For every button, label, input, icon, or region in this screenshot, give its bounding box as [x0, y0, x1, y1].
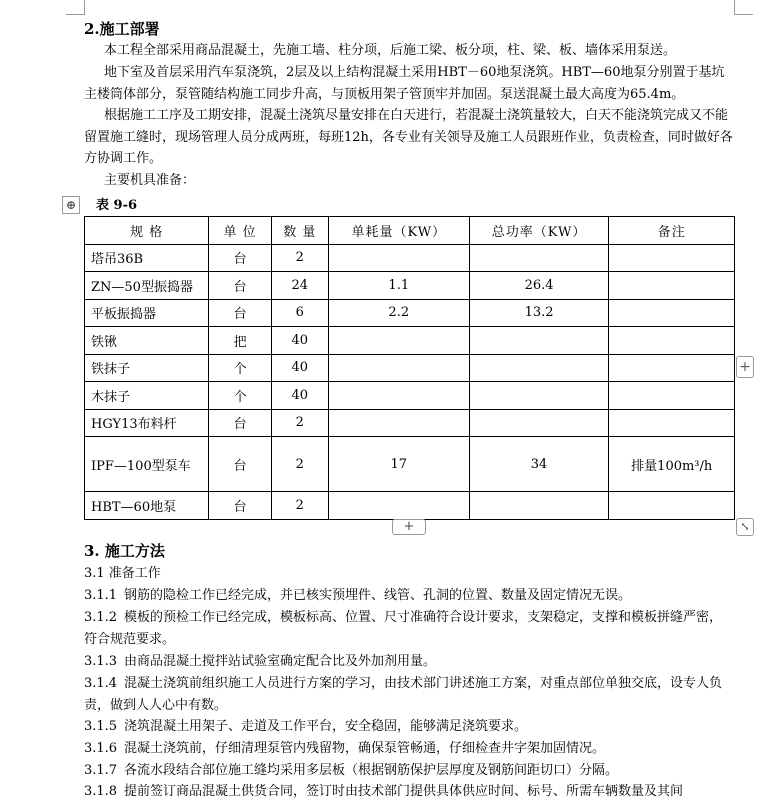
table-cell[interactable]: 铁抹子 [85, 354, 209, 382]
table-cell[interactable] [469, 244, 609, 272]
table-cell[interactable]: 17 [328, 437, 469, 492]
table-cell[interactable]: 台 [209, 437, 271, 492]
equipment-table [84, 216, 735, 520]
table-cell[interactable] [328, 354, 469, 382]
table-row [85, 409, 735, 437]
table-cell[interactable]: 2 [271, 409, 328, 437]
item-number: 3.1.5 [84, 719, 118, 734]
table-row [85, 492, 735, 520]
table-cell[interactable]: 2 [271, 492, 328, 520]
table-cell[interactable]: 26.4 [469, 272, 609, 300]
column-header: 总功率（KW） [469, 217, 609, 245]
table-move-icon[interactable]: ⊕ [62, 196, 80, 214]
list-item [84, 607, 734, 650]
table-header-row [85, 217, 735, 245]
item-number: 3.1.3 [84, 654, 118, 669]
table-cell[interactable]: 平板振捣器 [85, 299, 209, 327]
table-cell[interactable]: 1.1 [328, 272, 469, 300]
item-text: 提前签订商品混凝土供货合同，签订时由技术部门提供具体供应时间、标号、所需车辆数量及其间 [124, 784, 684, 799]
table-cell[interactable]: 34 [469, 437, 609, 492]
table-cell[interactable] [609, 409, 735, 437]
table-cell[interactable] [609, 354, 735, 382]
table-cell[interactable] [328, 382, 469, 410]
table-cell[interactable]: 2 [271, 244, 328, 272]
column-header: 规 格 [85, 217, 209, 245]
table-caption: 表 9-6 [96, 198, 138, 213]
list-item [84, 716, 734, 738]
add-row-button[interactable]: + [392, 519, 426, 535]
table-cell[interactable]: 6 [271, 299, 328, 327]
table-cell[interactable]: 台 [209, 299, 271, 327]
list-item [84, 781, 734, 802]
table-cell[interactable] [328, 492, 469, 520]
item-text: 浇筑混凝土用架子、走道及工作平台，安全稳固，能够满足浇筑要求。 [124, 719, 528, 734]
table-cell[interactable]: HGY13布料杆 [85, 409, 209, 437]
item-number: 3.1.1 [84, 588, 118, 603]
table-cell[interactable]: ZN—50型振捣器 [85, 272, 209, 300]
table-row [85, 382, 735, 410]
item-text: 混凝土浇筑前组织施工人员进行方案的学习，由技术部门讲述施工方案，对重点部位单独交底，设专人负责，做到人人心中有数。 [84, 676, 723, 713]
table-cell[interactable] [328, 327, 469, 355]
page-corner-mark [66, 0, 85, 15]
item-number: 3.1.6 [84, 741, 118, 756]
table-cell[interactable]: 排量100m³/h [609, 437, 735, 492]
table-resize-icon[interactable]: ⤡ [736, 518, 754, 536]
table-cell[interactable]: 铁锹 [85, 327, 209, 355]
table-cell[interactable]: 2 [271, 437, 328, 492]
item-text: 混凝土浇筑前，仔细清理泵管内残留物，确保泵管畅通，仔细检查井字架加固情况。 [124, 741, 606, 756]
item-text: 钢筋的隐检工作已经完成，并已核实预埋件、线管、孔洞的位置、数量及固定情况无误。 [124, 588, 632, 603]
list-item [84, 673, 734, 716]
paragraph: 主要机具准备： [104, 173, 196, 188]
table-cell[interactable] [469, 354, 609, 382]
table-cell[interactable]: 木抹子 [85, 382, 209, 410]
item-number: 3.1.7 [84, 763, 118, 778]
table-cell[interactable] [328, 244, 469, 272]
table-cell[interactable] [609, 272, 735, 300]
table-cell[interactable]: 台 [209, 492, 271, 520]
table-cell[interactable]: 24 [271, 272, 328, 300]
item-text: 各流水段结合部位施工缝均采用多层板（根据钢筋保护层厚度及钢筋间距切口）分隔。 [124, 763, 619, 778]
column-header: 备注 [609, 217, 735, 245]
column-header: 数 量 [271, 217, 328, 245]
table-row [85, 244, 735, 272]
item-number: 3.1.4 [84, 676, 118, 691]
paragraph: 本工程全部采用商品混凝土，先施工墙、柱分项，后施工梁、板分项，柱、梁、板、墙体采用泵送。 [104, 43, 677, 58]
section-3-heading: 3. 施工方法 [84, 542, 165, 560]
table-cell[interactable] [469, 409, 609, 437]
item-number: 3.1.2 [84, 610, 118, 625]
table-cell[interactable]: 13.2 [469, 299, 609, 327]
table-cell[interactable]: 台 [209, 244, 271, 272]
table-cell[interactable]: 把 [209, 327, 271, 355]
table-cell[interactable] [469, 492, 609, 520]
table-cell[interactable]: 40 [271, 382, 328, 410]
subsection-heading: 3.1 准备工作 [84, 566, 161, 581]
table-row [85, 327, 735, 355]
table-cell[interactable] [609, 382, 735, 410]
table-cell[interactable] [609, 492, 735, 520]
item-text: 由商品混凝土搅拌站试验室确定配合比及外加剂用量。 [124, 654, 437, 669]
item-number: 3.1.8 [84, 784, 118, 799]
section-2-heading: 2.施工部署 [84, 20, 160, 38]
table-cell[interactable] [609, 327, 735, 355]
table-cell[interactable] [609, 299, 735, 327]
table-cell[interactable]: HBT—60地泵 [85, 492, 209, 520]
table-cell[interactable]: 个 [209, 354, 271, 382]
paragraph: 根据施工工序及工期安排，混凝土浇筑尽量安排在白天进行，若混凝土浇筑量较大，白天不能浇筑完成又不能留置施工缝时，现场管理人员分成两班，每班12h，各专业有关领导及施工人员跟班作业，负责检查，同时做好各方协调工作。 [84, 108, 733, 166]
table-row [85, 299, 735, 327]
add-column-button[interactable]: + [736, 356, 754, 378]
table-cell[interactable] [469, 382, 609, 410]
table-row [85, 272, 735, 300]
list-item [84, 585, 734, 607]
table-cell[interactable]: 2.2 [328, 299, 469, 327]
table-cell[interactable]: 40 [271, 327, 328, 355]
table-cell[interactable]: 40 [271, 354, 328, 382]
table-cell[interactable]: 塔吊36B [85, 244, 209, 272]
list-item [84, 760, 734, 782]
column-header: 单 位 [209, 217, 271, 245]
table-row [85, 437, 735, 492]
page-corner-mark [734, 0, 753, 15]
paragraph: 地下室及首层采用汽车泵浇筑，2层及以上结构混凝土采用HBT－60地泵浇筑。HBT—60地泵分别置于基坑主楼筒体部分，泵管随结构施工同步升高，与顶板用架子管顶牢并加固。泵送混凝土最大高度为65.4m。 [84, 65, 725, 102]
table-cell[interactable] [609, 244, 735, 272]
table-cell[interactable]: IPF—100型泵车 [85, 437, 209, 492]
table-cell[interactable] [469, 327, 609, 355]
table-row [85, 354, 735, 382]
column-header: 单耗量（KW） [328, 217, 469, 245]
table-cell[interactable]: 台 [209, 409, 271, 437]
table-cell[interactable]: 个 [209, 382, 271, 410]
item-text: 模板的预检工作已经完成，模板标高、位置、尺寸准确符合设计要求，支架稳定，支撑和模板拼缝严密，符合规范要求。 [84, 610, 723, 647]
list-item [84, 651, 734, 673]
table-cell[interactable] [328, 409, 469, 437]
table-cell[interactable]: 台 [209, 272, 271, 300]
list-item [84, 738, 734, 760]
